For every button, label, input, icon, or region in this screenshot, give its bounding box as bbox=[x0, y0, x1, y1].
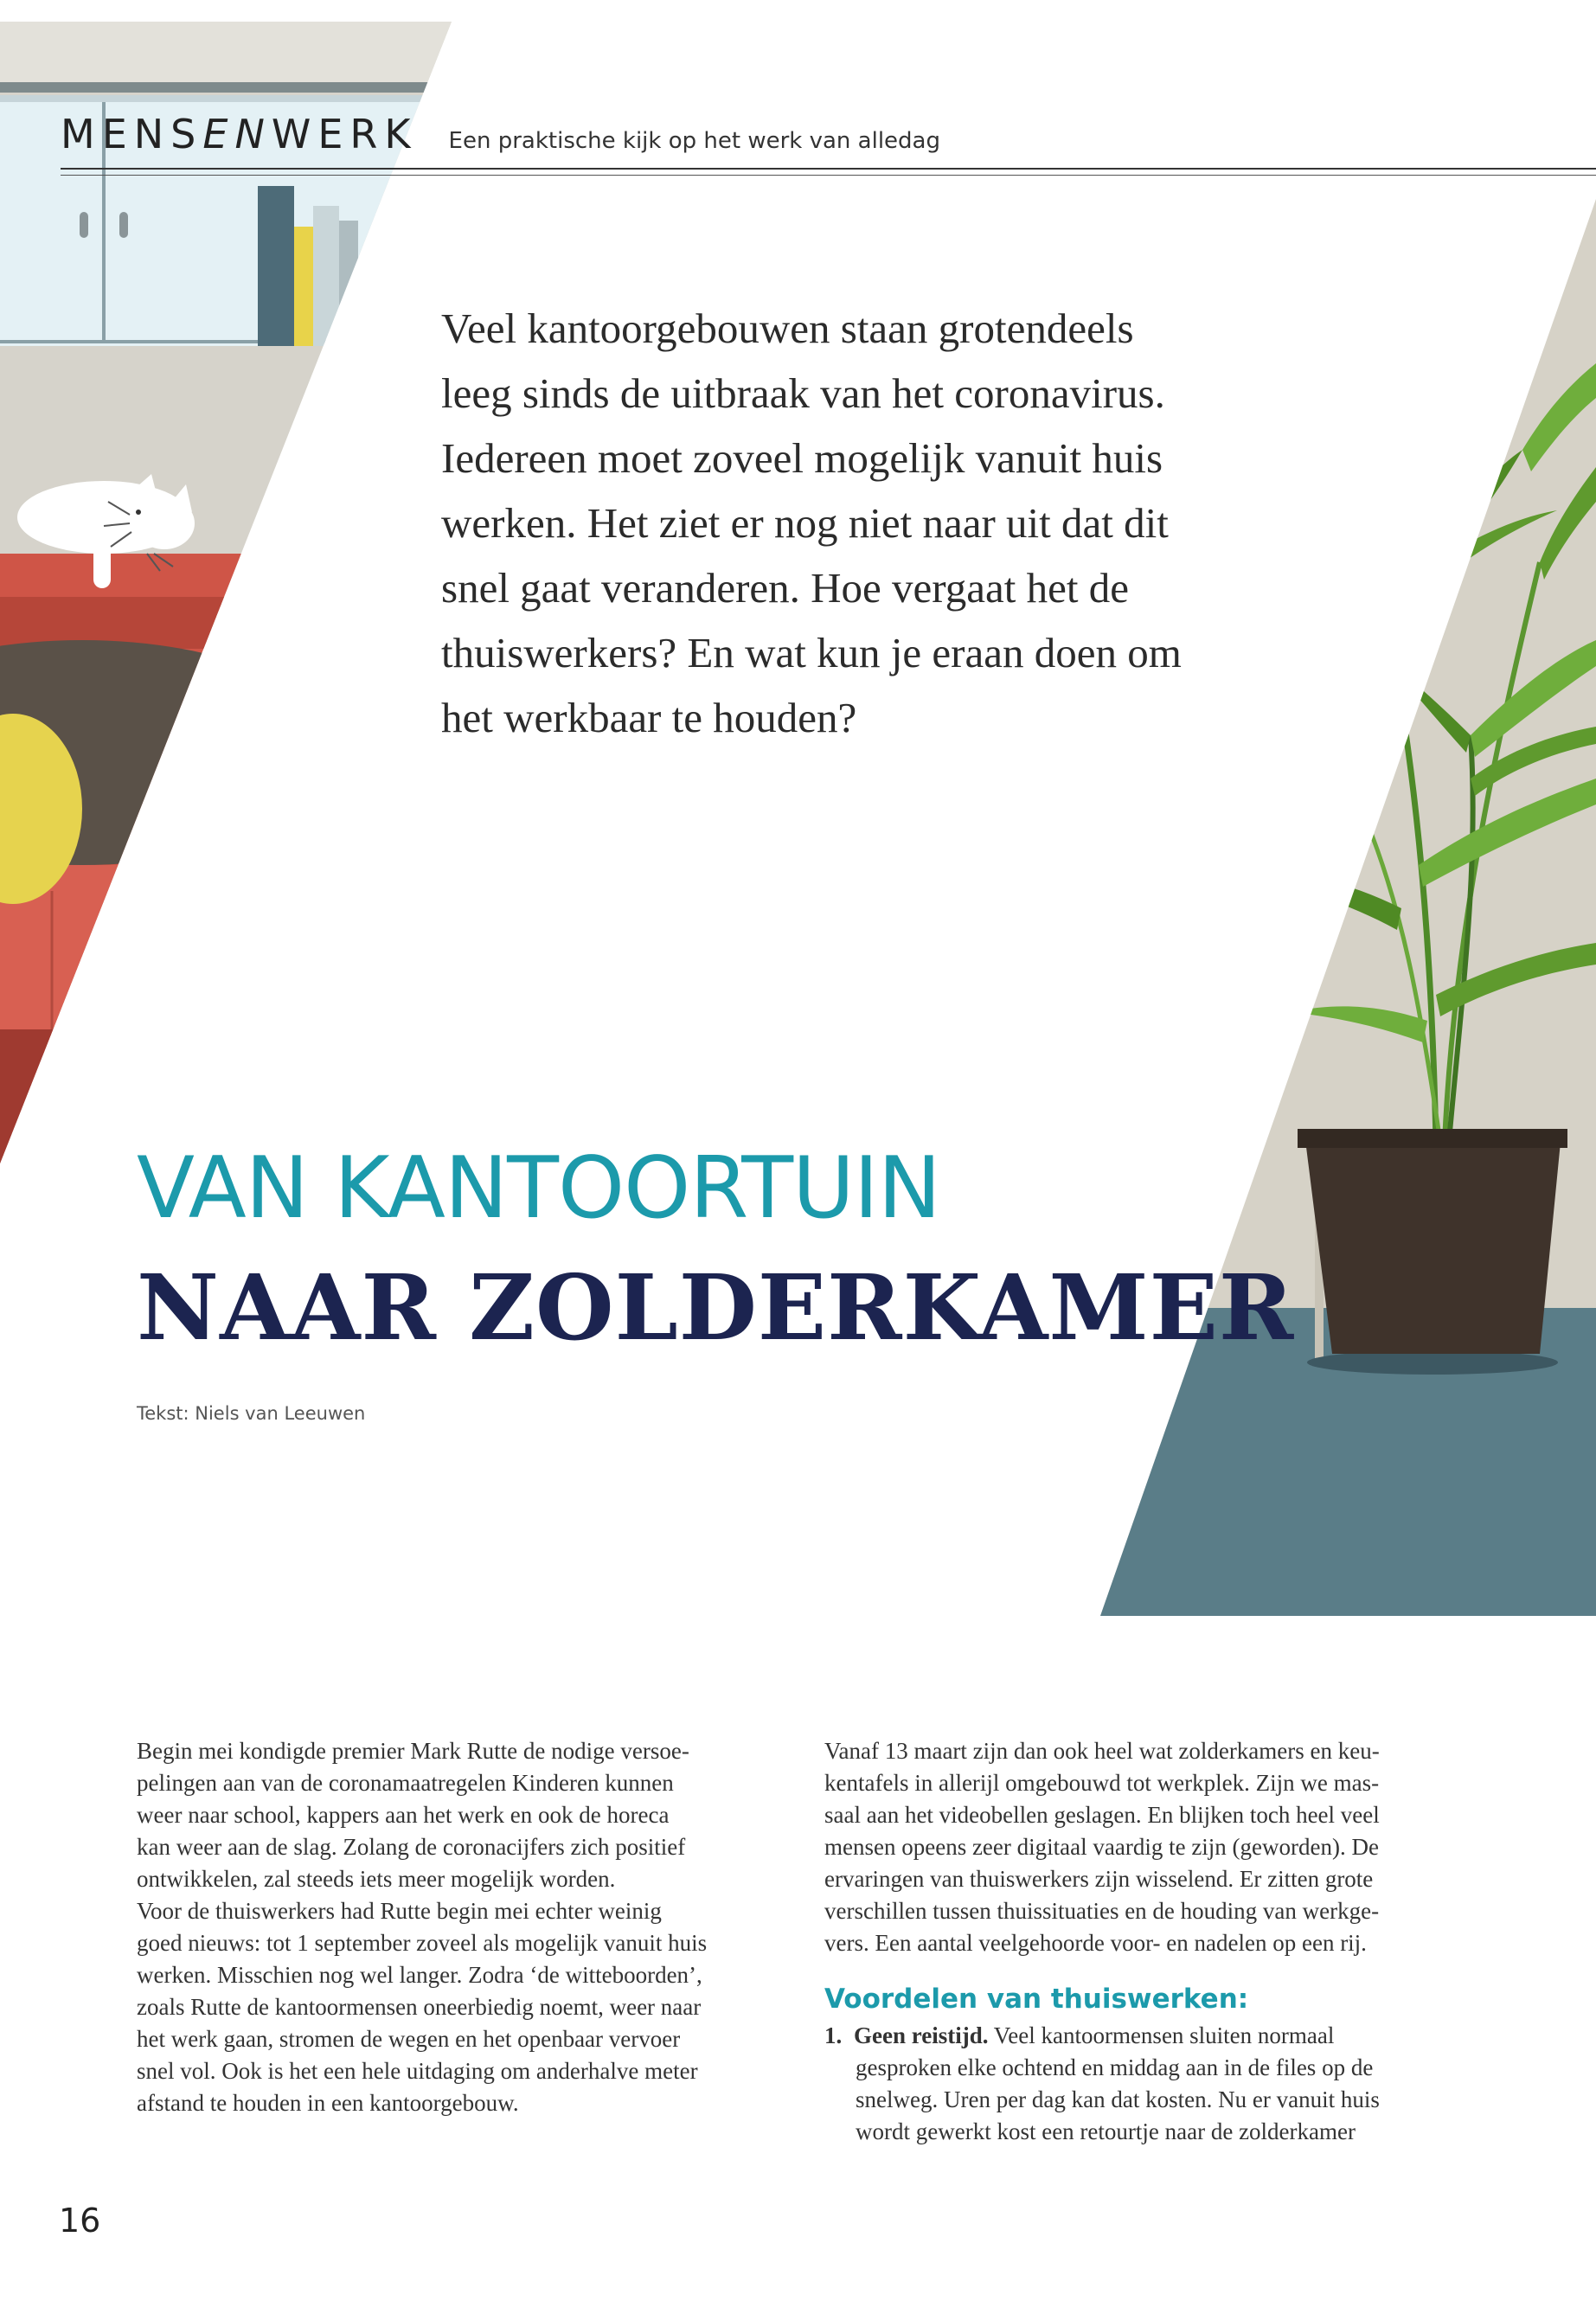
headline-line-1: VAN KANTOORTUIN bbox=[137, 1139, 941, 1238]
headline-line-2: NAAR ZOLDERKAMER bbox=[137, 1254, 1295, 1361]
header-rule-thin bbox=[61, 175, 1596, 176]
running-header bbox=[61, 111, 1596, 157]
list-item-number: 1. bbox=[824, 2022, 843, 2048]
subheading-advantages: Voordelen van thuiswerken: bbox=[824, 1984, 1249, 2015]
living-room-scene bbox=[0, 22, 452, 1163]
intro-paragraph: Veel kantoorgebouwen staan grotendeels leeg sinds de uitbraak van het coronavirus. Iedereen moet zoveel mogelijk vanuit huis werken. Het ziet er nog niet naar uit dat dit snel gaat veranderen. Hoe vergaat het de thuiswerkers? En wat kun je eraan doen om het werkbaar te houden? bbox=[441, 304, 1182, 741]
page-number: 16 bbox=[59, 2202, 101, 2240]
section-brand: MENSENWERK bbox=[61, 111, 418, 157]
body-column-2: Vanaf 13 maart zijn dan ook heel wat zolderkamers en keu- kentafels in allerijl omgebouwd tot werkplek. Zijn we mas- saal aan het videobellen geslagen. En blijken toch heel veel mensen opeens zeer digitaal vaardig te zijn (geworden). De ervaringen van thuiswerkers zijn wisselend. Er zitten grote verschillen tussen thuissituaties en de houding van werkge- vers. Een aantal veelgehoorde voor- en nadelen op een rij. Voordelen van thuiswerken: 1. Geen reistijd. Veel kantoormensen sluiten normaal gesproken elke ochtend en middag aan in de files op de snelweg. Uren per dag kan dat kosten. Nu er vanuit huis wordt gewerkt kost een retourtje naar de zolderkamer bbox=[824, 1735, 1482, 2148]
section-tagline: Een praktische kijk op het werk van alledag bbox=[448, 128, 940, 154]
body-column-1: Begin mei kondigde premier Mark Rutte de nodige versoe- pelingen aan van de coronamaatregelen Kinderen kunnen weer naar school, kappers aan het werk en ook de horeca kan weer aan de slag. Zolang de coronacijfers zich positief ontwikkelen, zal steeds iets meer mogelijk worden. Voor de thuiswerkers had Rutte begin mei echter weinig goed nieuws: tot 1 september zoveel als mogelijk vanuit huis werken. Misschien nog wel langer. Zodra ‘de witteboorden’, zoals Rutte de kantoormensen oneerbiedig noemt, weer naar het werk gaan, stromen de wegen en het openbaar vervoer snel vol. Ook is het een hele uitdaging om anderhalve meter afstand te houden in een kantoorgebouw. bbox=[137, 1738, 708, 2116]
list-item-title: Geen reistijd. bbox=[854, 2022, 989, 2048]
header-rule bbox=[61, 168, 1596, 170]
list-item: 1. Geen reistijd. Veel kantoormensen sluiten normaal gesproken elke ochtend en middag aan in de files op de snelweg. Uren per dag kan dat kosten. Nu er vanuit huis wordt gewerkt kost een retourtje naar de zolderkamer bbox=[824, 2020, 1482, 2148]
byline: Tekst: Niels van Leeuwen bbox=[137, 1403, 366, 1424]
